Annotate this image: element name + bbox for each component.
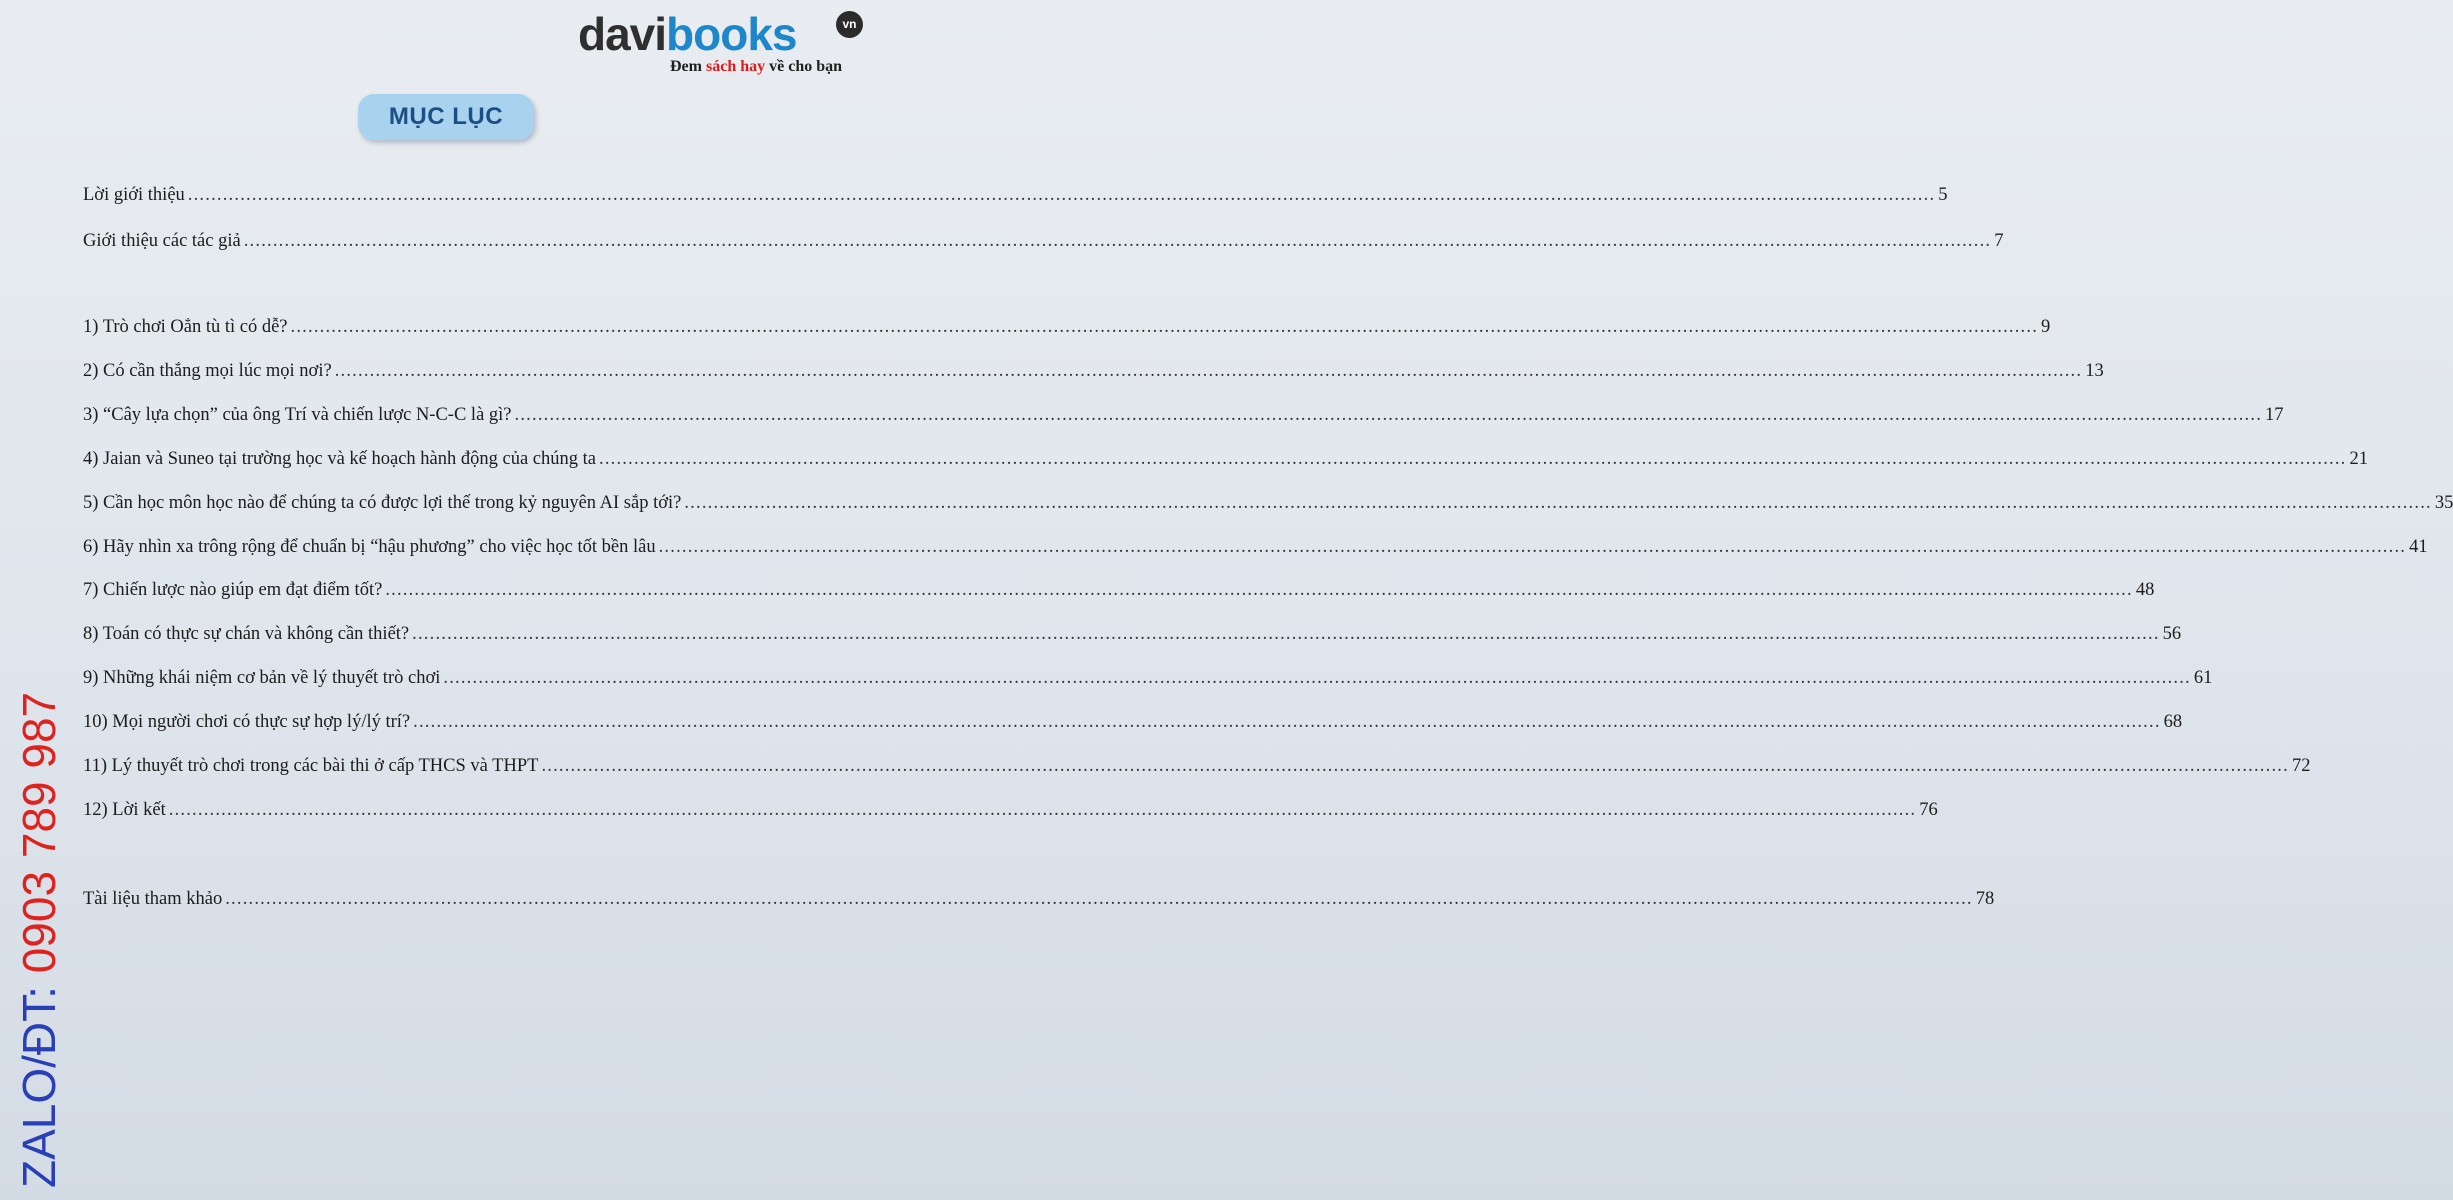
toc-entry-title: Lời giới thiệu xyxy=(83,185,185,205)
toc-entry-title: 12) Lời kết xyxy=(83,800,166,820)
toc-entry xyxy=(83,665,2213,691)
toc-leader-dots: ............................................................................................................................................................................................................................................................................................................ xyxy=(334,361,2083,381)
toc-entry xyxy=(83,228,2004,254)
toc-entry-page: 76 xyxy=(1919,800,1938,820)
toc-leader-dots: ............................................................................................................................................................................................................................................................................................................ xyxy=(684,493,2432,513)
toc-entry xyxy=(83,182,1948,208)
logo-text-books: books xyxy=(666,8,797,60)
toc-leader-dots: ............................................................................................................................................................................................................................................................................................................ xyxy=(243,231,1992,251)
toc-entry xyxy=(83,490,2453,516)
toc-entry-page: 9 xyxy=(2041,317,2051,337)
toc-entry-title: 2) Có cần thắng mọi lúc mọi nơi? xyxy=(83,361,332,381)
toc-entry xyxy=(83,402,2284,428)
toc-entry xyxy=(83,709,2183,735)
toc-entry xyxy=(83,577,2155,603)
toc-leader-dots: ............................................................................................................................................................................................................................................................................................................ xyxy=(412,624,2160,644)
toc-entry-page: 5 xyxy=(1938,185,1948,205)
toc-entry-title: Tài liệu tham khảo xyxy=(83,889,223,909)
toc-leader-dots: ............................................................................................................................................................................................................................................................................................................ xyxy=(514,405,2263,425)
toc-leader-dots: ............................................................................................................................................................................................................................................................................................................ xyxy=(413,712,2161,732)
toc-entry-page: 68 xyxy=(2163,712,2183,732)
toc-entry xyxy=(83,621,2182,647)
toc-leader-dots: ............................................................................................................................................................................................................................................................................................................ xyxy=(225,889,1973,909)
toc-leader-dots: ............................................................................................................................................................................................................................................................................................................ xyxy=(290,317,2039,337)
tagline-part3: về cho bạn xyxy=(765,58,843,75)
toc-entry-page: 41 xyxy=(2409,537,2428,557)
toc-entry-title: 5) Cần học môn học nào để chúng ta có được lợi thế trong kỷ nguyên AI sắp tới? xyxy=(83,493,682,513)
toc-entry-page: 48 xyxy=(2135,580,2155,600)
toc-entry-title: 7) Chiến lược nào giúp em đạt điểm tốt? xyxy=(83,580,383,600)
logo-vn-badge: vn xyxy=(836,11,863,38)
davibooks-logo xyxy=(578,8,878,80)
toc-leader-dots: ............................................................................................................................................................................................................................................................................................................ xyxy=(658,537,2407,557)
contact-side-banner xyxy=(14,692,64,1188)
tagline-part2: sách hay xyxy=(705,58,766,75)
toc-entry-page: 72 xyxy=(2291,756,2311,776)
toc-entry-page: 7 xyxy=(1994,231,2004,251)
contact-phone: 0903 789 987 xyxy=(13,691,65,974)
toc-entry-page: 35 xyxy=(2434,493,2453,513)
toc-leader-dots: ............................................................................................................................................................................................................................................................................................................ xyxy=(168,800,1917,820)
toc-leader-dots: ............................................................................................................................................................................................................................................................................................................ xyxy=(187,185,1936,205)
toc-entry-title: 1) Trò chơi Oẳn tù tì có dễ? xyxy=(83,317,288,337)
contact-label: ZALO/ĐT: xyxy=(13,973,65,1188)
tagline-part1: Đem xyxy=(670,58,706,75)
toc-entry xyxy=(83,886,1995,912)
toc-entry xyxy=(83,358,2104,384)
toc-entry xyxy=(83,534,2428,560)
toc-entry-page: 61 xyxy=(2193,668,2213,688)
page-title: MỤC LỤC xyxy=(358,94,534,140)
toc-entry-title: 6) Hãy nhìn xa trông rộng để chuẩn bị “hậu phương” cho việc học tốt bền lâu xyxy=(83,537,656,557)
toc-entry-title: 9) Những khái niệm cơ bản về lý thuyết trò chơi xyxy=(83,668,441,688)
toc-entry xyxy=(83,797,1938,823)
toc-entry-title: 8) Toán có thực sự chán và không cần thiết? xyxy=(83,624,410,644)
toc-leader-dots: ............................................................................................................................................................................................................................................................................................................ xyxy=(599,449,2347,469)
toc-entry-title: 11) Lý thuyết trò chơi trong các bài thi ở cấp THCS và THPT xyxy=(83,756,539,776)
logo-text-davi: davi xyxy=(578,8,667,60)
toc-entry-title: 4) Jaian và Suneo tại trường học và kế hoạch hành động của chúng ta xyxy=(83,449,596,469)
toc-entry-page: 13 xyxy=(2085,361,2104,381)
logo-tagline xyxy=(670,58,842,76)
toc-leader-dots: ............................................................................................................................................................................................................................................................................................................ xyxy=(541,756,2289,776)
toc-entry-page: 17 xyxy=(2265,405,2284,425)
toc-entry xyxy=(83,314,2051,340)
toc-entry-page: 56 xyxy=(2162,624,2182,644)
toc-entry-title: Giới thiệu các tác giả xyxy=(83,231,241,251)
toc-entry xyxy=(83,446,2368,472)
toc-leader-dots: ............................................................................................................................................................................................................................................................................................................ xyxy=(443,668,2191,688)
toc-entry-title: 10) Mọi người chơi có thực sự hợp lý/lý trí? xyxy=(83,712,411,732)
toc-entry-page: 21 xyxy=(2349,449,2368,469)
toc-leader-dots: ............................................................................................................................................................................................................................................................................................................ xyxy=(385,580,2133,600)
toc-entry xyxy=(83,753,2311,779)
logo-wordmark xyxy=(578,8,797,60)
toc-entry-title: 3) “Cây lựa chọn” của ông Trí và chiến lược N-C-C là gì? xyxy=(83,405,512,425)
toc-entry-page: 78 xyxy=(1975,889,1995,909)
